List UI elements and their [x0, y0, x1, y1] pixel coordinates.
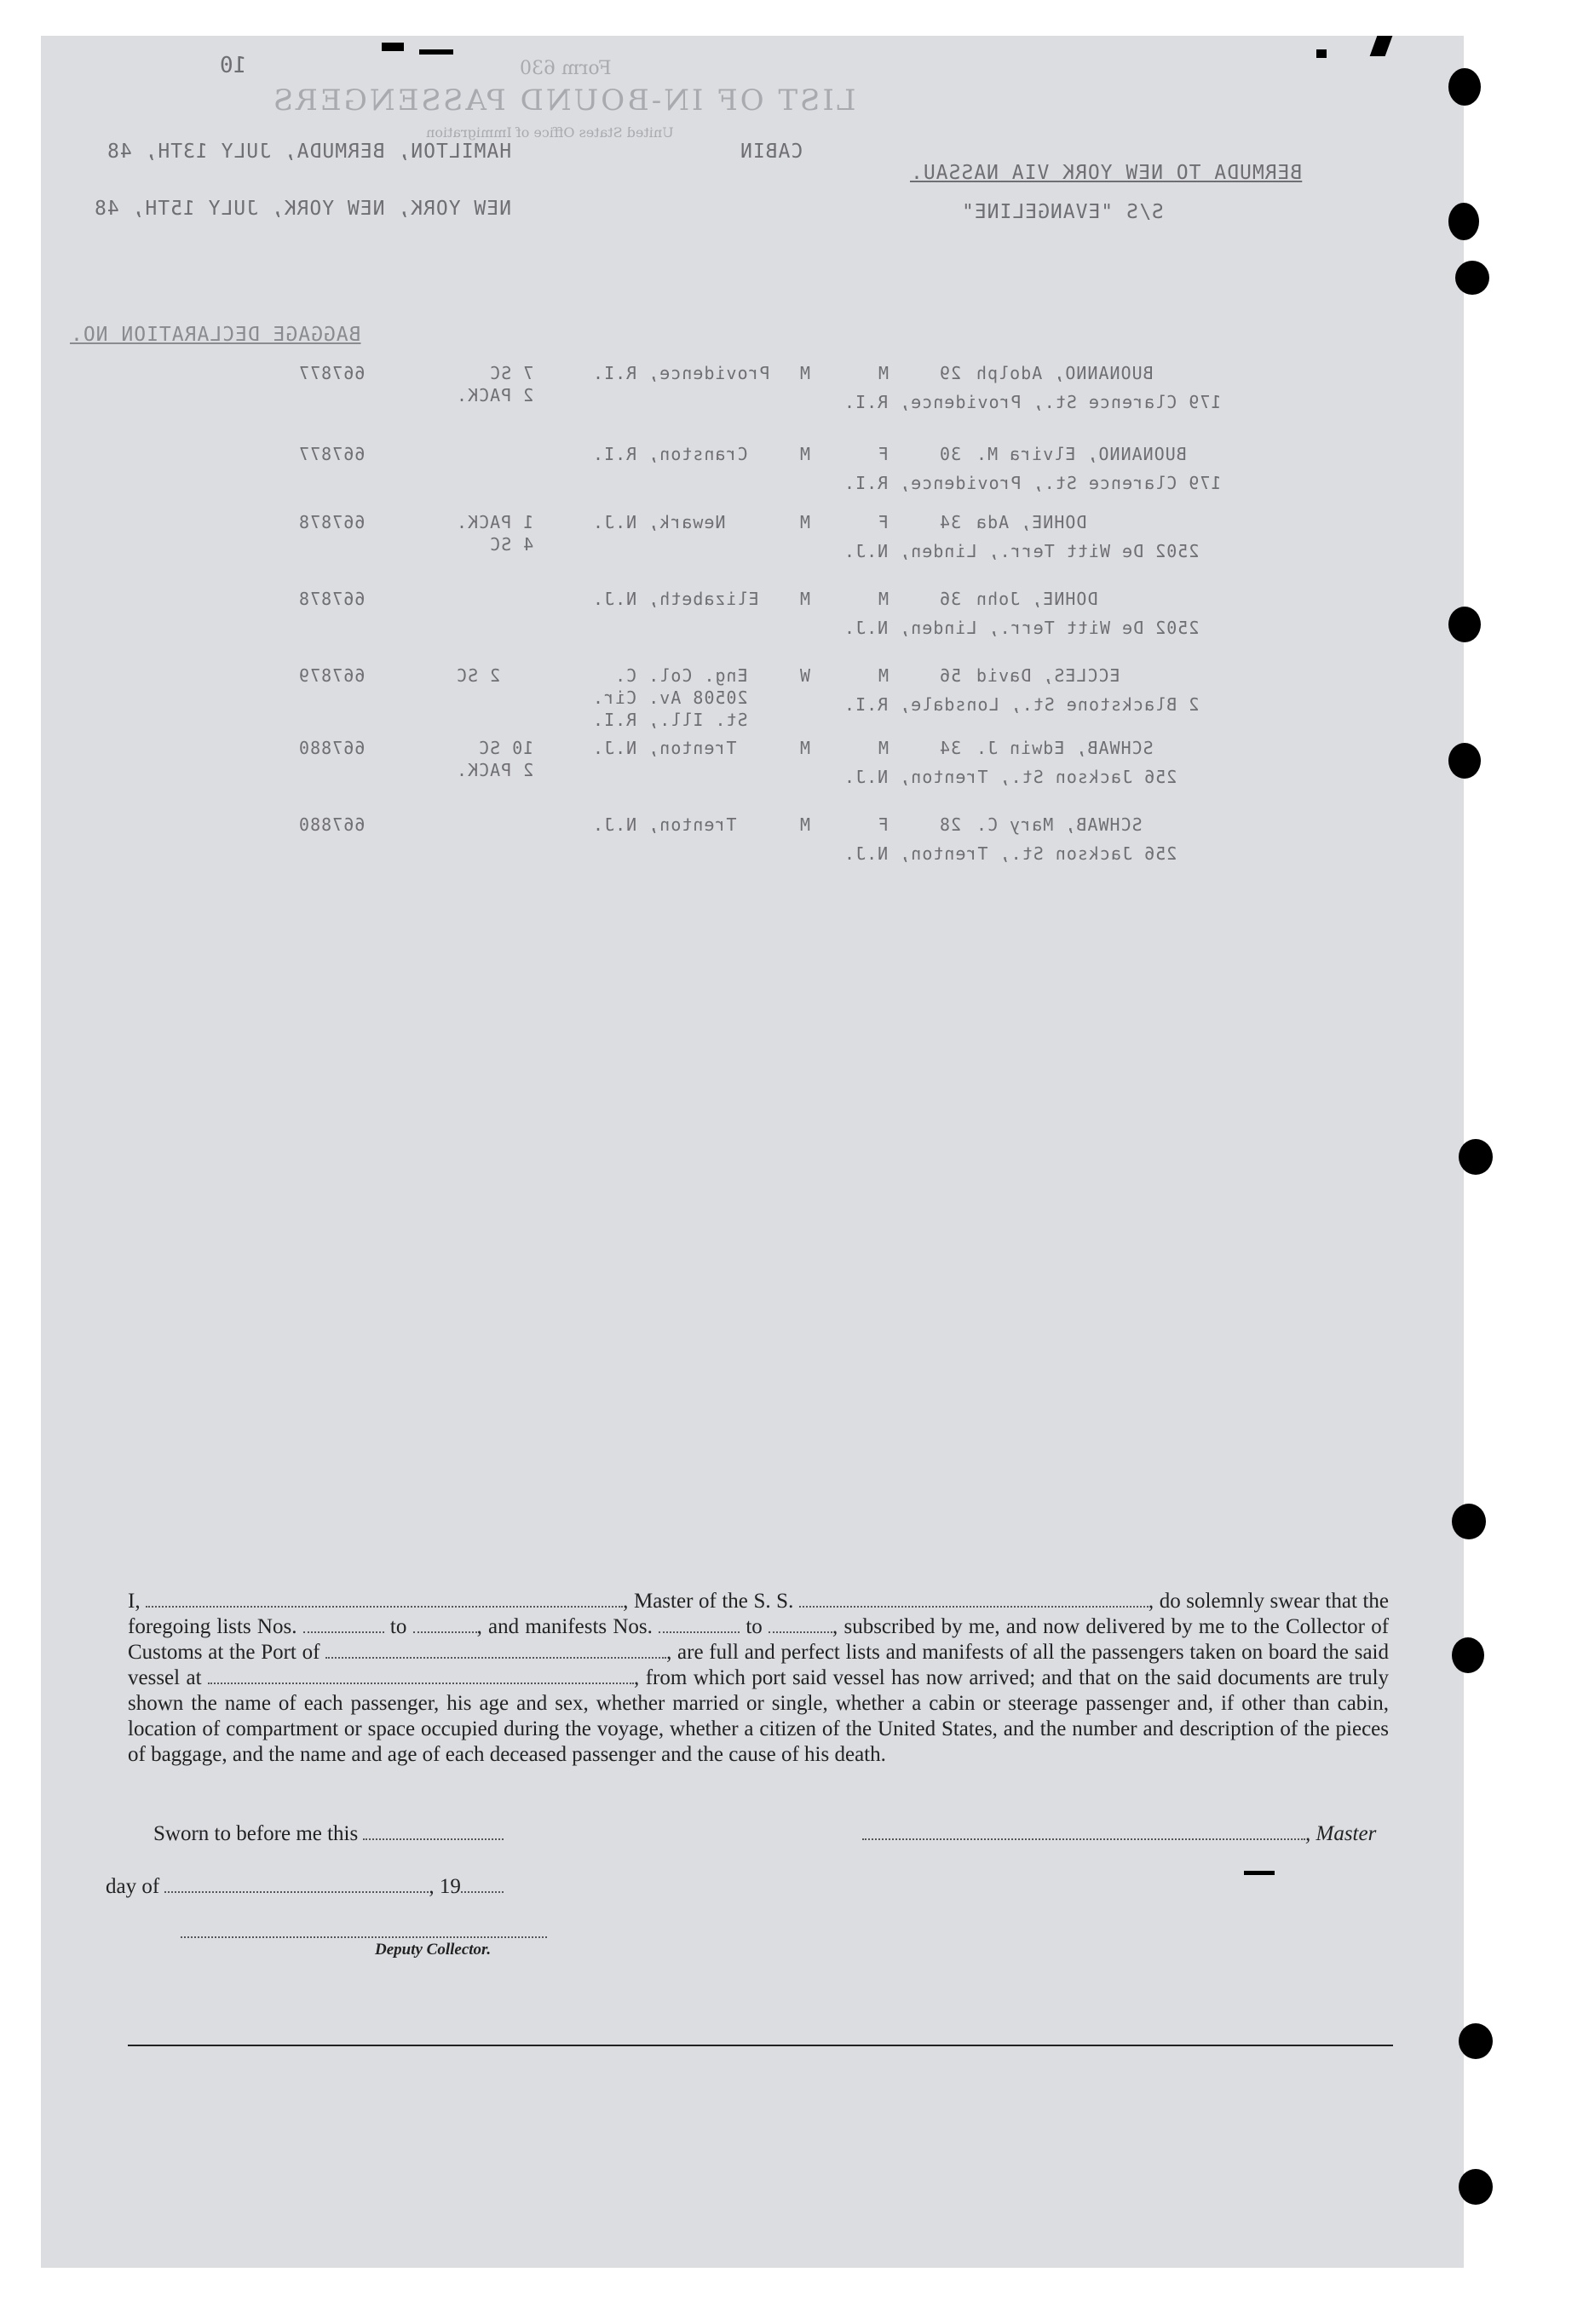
destination: Cranston, R.I.	[592, 444, 748, 464]
oath-text: to	[389, 1615, 407, 1638]
sex: F	[878, 444, 889, 464]
sworn-line	[153, 1821, 504, 1846]
punch-hole	[1455, 261, 1489, 295]
punch-hole	[1452, 1504, 1486, 1539]
day-of-line	[106, 1874, 504, 1899]
destination: Eng. Col. C. 20508 Av. Cir. St. Ill., R.I.	[592, 665, 748, 730]
oath-text: , from which port said vessel has now arrived; and that on the said documents are truly shown the name of each passenger, his age and sex, whether married or single, whether a cabin or steerage passenger and, if other than cabin, location of compartment or space occupied during the voyage, whether a citizen of the United States, and the number and description of the pieces of baggage, and the name and age of each deceased passenger and the cause of his death.	[128, 1666, 1390, 1766]
port-blank	[325, 1640, 666, 1659]
baggage-count: 1 PACK. 4 SC	[456, 512, 534, 555]
list-to-blank	[413, 1614, 477, 1633]
arrival-line: NEW YORK, NEW YORK, JULY 15TH, 48	[94, 198, 511, 220]
edge-mark	[419, 49, 453, 55]
oath-text: , Master of the S. S.	[623, 1590, 794, 1613]
oath-text: , and manifests Nos.	[476, 1615, 653, 1638]
year-blank	[461, 1874, 504, 1893]
home-address: 256 Jackson St., Trenton, N.J.	[843, 843, 1177, 864]
age: 30	[939, 444, 962, 464]
oath-text: to	[746, 1615, 763, 1638]
day-of-label: day of	[106, 1875, 160, 1898]
declaration-number: 667878	[298, 512, 366, 532]
master-signature-line	[862, 1821, 1376, 1846]
passenger-name: SCHWAB, Edwin J.	[976, 738, 1154, 758]
punch-hole	[1448, 68, 1481, 106]
punch-hole	[1448, 743, 1481, 779]
passenger-name: BUONANNO, Elvira M.	[976, 444, 1187, 464]
baggage-count: 2 SC	[456, 665, 501, 686]
route-line: BERMUDA TO NEW YORK VIA NASSAU.	[910, 162, 1303, 184]
form-header-title: Form 630	[520, 58, 612, 79]
baggage-count: 10 SC 2 PACK.	[456, 738, 534, 780]
class-label: CABIN	[740, 141, 803, 163]
vessel-blank	[799, 1589, 1149, 1608]
vessel-name: S/S "EVANGELINE"	[961, 201, 1164, 223]
departure-line: HAMILTON, BERMUDA, JULY 13TH, 48	[107, 141, 512, 163]
sex: M	[878, 665, 889, 686]
passenger-name: ECCLES, David	[976, 665, 1120, 686]
page-number: 10	[220, 53, 247, 78]
declaration-number: 667878	[298, 589, 366, 609]
marital-status: M	[799, 814, 811, 835]
edge-mark	[1316, 49, 1327, 58]
punch-hole	[1448, 203, 1479, 240]
form-header-title: LIST OF IN-BOUND PASSENGERS	[271, 83, 856, 118]
sex: M	[878, 738, 889, 758]
declaration-number: 667880	[298, 738, 366, 758]
home-address: 2 Blackstone St., Lonsdale, R.I.	[843, 694, 1200, 715]
oath-text: , subscribed by me, and now delivered by me to the Collector of Customs at the Port of	[128, 1615, 1390, 1664]
passenger-name: SCHWAB, Mary C.	[976, 814, 1143, 835]
punch-hole	[1448, 607, 1481, 642]
marital-status: M	[799, 363, 811, 383]
manifest-to-blank	[769, 1614, 832, 1633]
home-address: 179 Clarence St., Providence, R.I.	[843, 392, 1222, 412]
sex: M	[878, 589, 889, 609]
declaration-number: 667877	[298, 363, 366, 383]
master-name-blank	[146, 1589, 623, 1608]
sworn-date-blank	[363, 1821, 504, 1840]
year-label: , 19	[429, 1875, 461, 1898]
bottom-rule	[128, 2045, 1393, 2046]
sex: F	[878, 512, 889, 532]
age: 56	[939, 665, 962, 686]
passenger-name: BUONANNO, Adolph	[976, 363, 1154, 383]
oath-text: , are full and perfect lists and manifests of all the passengers taken on board the said vessel at	[128, 1641, 1389, 1689]
declaration-number: 667877	[298, 444, 366, 464]
deputy-collector-label: Deputy Collector.	[375, 1941, 492, 1959]
day-of-blank	[164, 1874, 429, 1893]
age: 36	[939, 589, 962, 609]
age: 34	[939, 512, 962, 532]
punch-hole	[1459, 2023, 1493, 2059]
punch-hole	[1452, 1637, 1484, 1673]
age: 29	[939, 363, 962, 383]
marital-status: M	[799, 738, 811, 758]
master-oath	[128, 1589, 1389, 1768]
declaration-number: 667880	[298, 814, 366, 835]
home-address: 2502 De Witt Terr., Linden, N.J.	[843, 541, 1200, 561]
declaration-number: 667879	[298, 665, 366, 686]
form-header-subtitle: United States Office of Immigration	[426, 124, 674, 141]
marital-status: M	[799, 512, 811, 532]
home-address: 256 Jackson St., Trenton, N.J.	[843, 767, 1177, 787]
punch-hole	[1459, 1139, 1493, 1175]
master-signature-blank	[862, 1821, 1305, 1840]
age: 34	[939, 738, 962, 758]
home-address: 2502 De Witt Terr., Linden, N.J.	[843, 618, 1200, 638]
vessel-port-blank	[208, 1665, 634, 1684]
master-label: , Master	[1305, 1822, 1377, 1845]
baggage-declaration-heading: BAGGAGE DECLARATION NO.	[70, 324, 361, 346]
deputy-signature-line	[181, 1936, 547, 1938]
marital-status: M	[799, 444, 811, 464]
sex: F	[878, 814, 889, 835]
age: 28	[939, 814, 962, 835]
baggage-count: 7 SC 2 PACK.	[456, 363, 534, 406]
manifest-from-blank	[659, 1614, 740, 1633]
list-from-blank	[303, 1614, 384, 1633]
destination: Providence, R.I.	[592, 363, 770, 383]
destination: Trenton, N.J.	[592, 814, 737, 835]
home-address: 179 Clarence St., Providence, R.I.	[843, 473, 1222, 493]
oath-text: I,	[128, 1590, 141, 1613]
sex: M	[878, 363, 889, 383]
marital-status: W	[799, 665, 811, 686]
oath-text: , do solemnly swear that the foregoing lists Nos.	[128, 1590, 1390, 1638]
punch-hole	[1459, 2169, 1493, 2205]
destination: Elizabeth, N.J.	[592, 589, 759, 609]
destination: Newark, N.J.	[592, 512, 726, 532]
marital-status: M	[799, 589, 811, 609]
sworn-label: Sworn to before me this	[153, 1822, 359, 1845]
destination: Trenton, N.J.	[592, 738, 737, 758]
passenger-name: DOHNE, John	[976, 589, 1098, 609]
edge-mark	[1244, 1871, 1275, 1875]
edge-mark	[382, 43, 404, 51]
passenger-name: DOHNE, Ada	[976, 512, 1087, 532]
